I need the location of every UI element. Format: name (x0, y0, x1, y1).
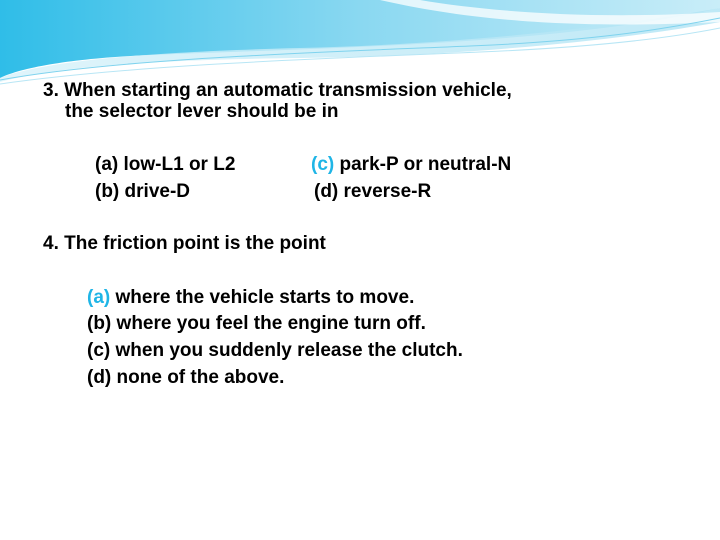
question-3-option-a: (a) low-L1 or L2 (95, 154, 236, 175)
question-3-line-2: the selector lever should be in (65, 101, 339, 122)
question-4-option-d: (d) none of the above. (87, 367, 285, 388)
question-4-option-a-letter: (a) (87, 287, 111, 308)
question-3-option-c-letter: (c) (311, 154, 335, 175)
question-4-line-1: 4. The friction point is the point (43, 233, 326, 254)
question-3-option-c-text: park-P or neutral-N (334, 154, 512, 175)
question-3-line-1: 3. When starting an automatic transmission vehicle, (43, 80, 512, 101)
question-4-option-a (87, 287, 414, 309)
question-3-option-c (311, 154, 511, 176)
question-4-option-a-text: where the vehicle starts to move. (110, 287, 415, 308)
question-3-option-d: (d) reverse-R (314, 181, 432, 202)
question-3-option-b: (b) drive-D (95, 181, 190, 202)
question-4-option-b: (b) where you feel the engine turn off. (87, 313, 426, 334)
header-wave-decoration (0, 0, 720, 90)
question-4-option-c: (c) when you suddenly release the clutch. (87, 340, 463, 361)
